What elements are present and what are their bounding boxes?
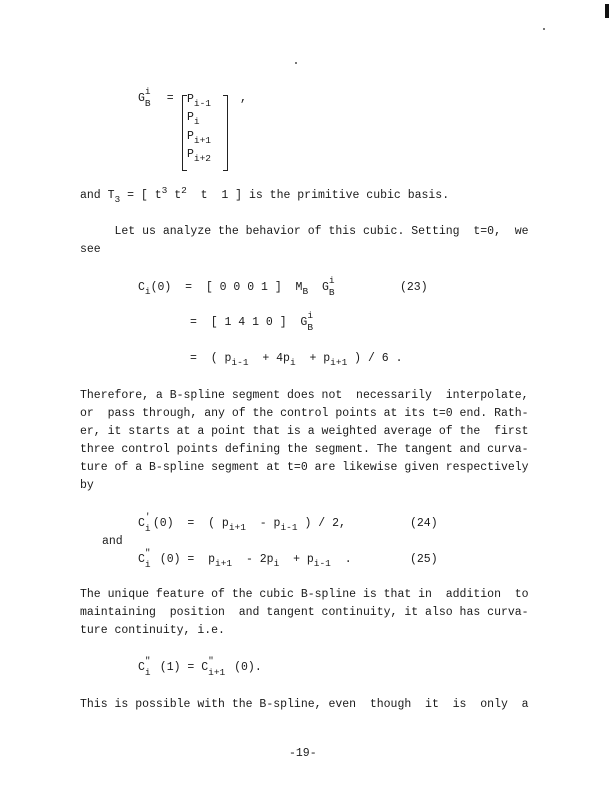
paragraph-line: three control points defining the segment. The tangent and curva- [80,443,529,456]
paragraph-line: by [80,479,94,492]
and-word: and [102,535,123,548]
page-number: -19- [289,747,317,760]
scan-speck [295,62,297,64]
matrix-row: $P_{i+1}$ [187,130,212,146]
paragraph-line: see [80,243,101,256]
control-point-matrix [182,95,228,171]
scan-speck [543,28,545,30]
paragraph-line: maintaining position and tangent continuity, it also has curva- [80,606,529,619]
paragraph-line: ture of a B-spline segment at t=0 are likewise given respectively [80,461,529,474]
matrix-row: $P_{i+2}$ [187,148,212,164]
basis-line: and $T_3$ = [ $t^3$ $t^2$ t 1 ] is the primitive cubic basis. [80,185,450,205]
paragraph-line: Let us analyze the behavior of this cubic. Setting t=0, we [80,225,529,238]
paragraph-line: er, it starts at a point that is a weighted average of the first [80,425,529,438]
paragraph-line: ture continuity, i.e. [80,624,225,637]
equation-number: (23) [400,281,428,294]
curvature-continuity-equation: C " i (1) = C " i+1 (0). [138,655,262,678]
equation-24: C ' i (0) = ( $p_{i+1} - p_{i-1}$ ) / 2, [138,511,346,534]
equation-25: C " i $(0) = p_{i+1} - 2p_i + p_{i-1}$ . [138,547,352,570]
equation-23-line1: $C_i(0)$ = [ 0 0 0 1 ] $M_B$ G i B [138,275,335,298]
equation-gb-lhs: G i B = [138,86,174,109]
matrix-row: $P_{i-1}$ [187,93,212,109]
paragraph-line: The unique feature of the cubic B-spline is that in addition to [80,588,529,601]
scan-mark [605,4,609,18]
matrix-row: $P_i$ [187,111,200,127]
matrix-comma: , [240,92,247,105]
equation-23-line3: = ( $p_{i-1} + 4p_i + p_{i+1}$ ) / 6 . [190,352,403,368]
equation-number: (25) [410,553,438,566]
paragraph-line: or pass through, any of the control points at its t=0 end. Rath- [80,407,529,420]
paragraph-line: This is possible with the B-spline, even though it is only a [80,698,529,711]
paragraph-line: Therefore, a B-spline segment does not necessarily interpolate, [80,389,529,402]
equation-number: (24) [410,517,438,530]
equation-23-line2: = [ 1 4 1 0 ] G i B [190,310,314,333]
